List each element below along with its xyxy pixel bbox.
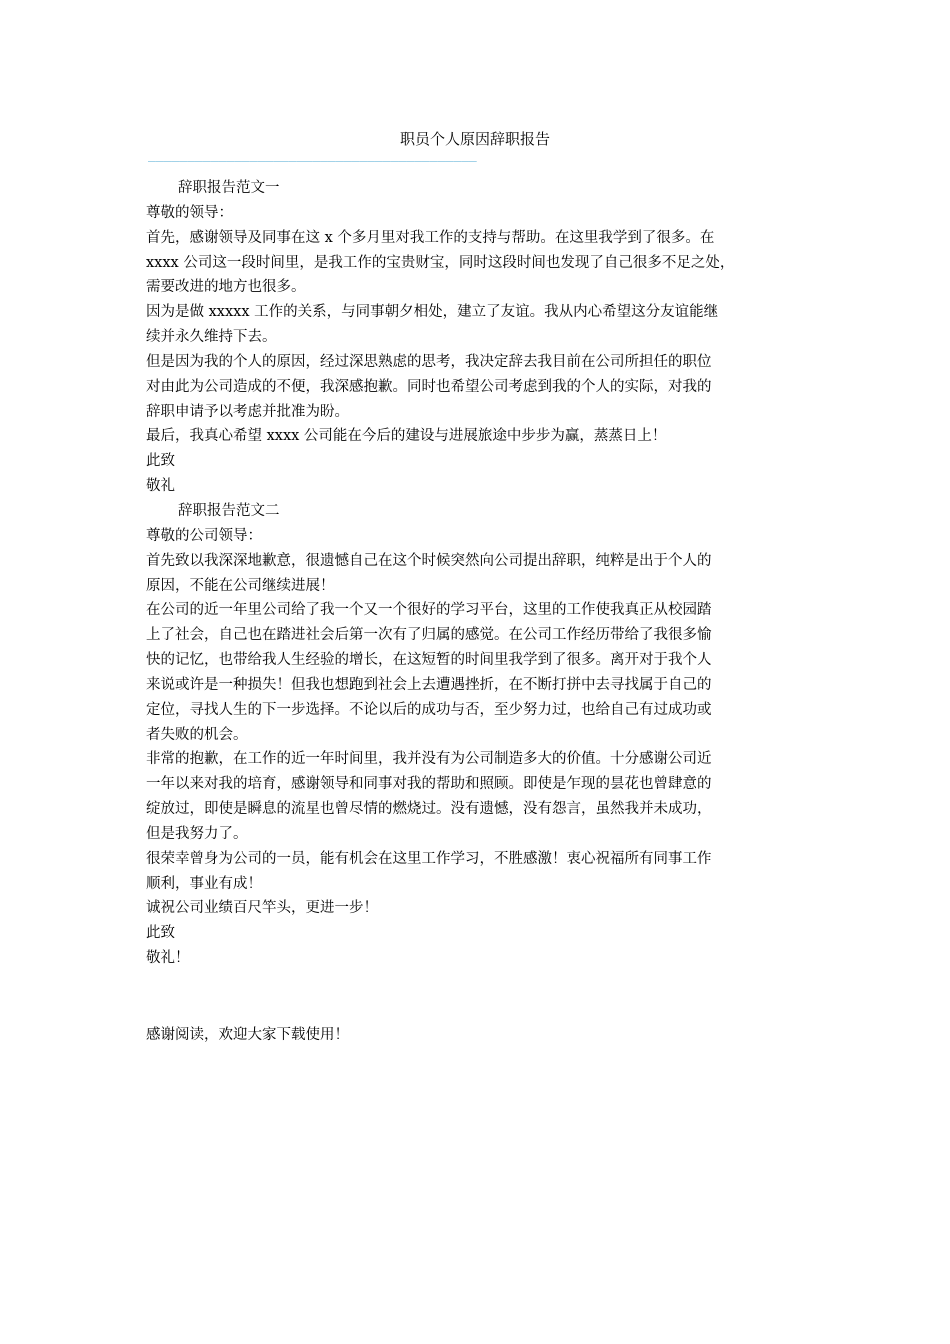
body-line: 非常的抱歉，在工作的近一年时间里，我并没有为公司制造多大的价值。十分感谢公司近 <box>146 751 712 768</box>
body-line: 诚祝公司业绩百尺竿头，更进一步！ <box>146 900 378 917</box>
body-line: 顺利，事业有成！ <box>146 875 262 892</box>
body-line: 续并永久维持下去。 <box>146 329 277 346</box>
body-line: xxxx 公司这一段时间里，是我工作的宝贵财宝，同时这段时间也发现了自己很多不足之处， <box>146 254 735 271</box>
body-line: 对由此为公司造成的不便，我深感抱歉。同时也希望公司考虑到我的个人的实际，对我的 <box>146 378 712 395</box>
body-line: 首先致以我深深地歉意，很遗憾自己在这个时候突然向公司提出辞职，纯粹是出于个人的 <box>146 552 712 569</box>
body-line: 原因，不能在公司继续进展！ <box>146 577 335 594</box>
body-line: 此致 <box>146 453 175 470</box>
body-line: 在公司的近一年里公司给了我一个又一个很好的学习平台，这里的工作使我真正从校园踏 <box>146 602 712 619</box>
title-divider: —————————————————————————————————————————— <box>148 156 477 168</box>
body-line: 但是我努力了。 <box>146 825 248 842</box>
body-line: 快的记忆，也带给我人生经验的增长，在这短暂的时间里我学到了很多。离开对于我个人 <box>146 652 712 669</box>
body-line: 敬礼！ <box>146 950 190 967</box>
body-line: 因为是做 xxxxx 工作的关系，与同事朝夕相处，建立了友谊。我从内心希望这分友谊能继 <box>146 304 719 321</box>
body-line: 此致 <box>146 925 175 942</box>
document-title: 职员个人原因辞职报告 <box>399 130 550 148</box>
body-line: 一年以来对我的培育，感谢领导和同事对我的帮助和照顾。即使是乍现的昙花也曾肆意的 <box>146 776 712 793</box>
body-line: 很荣幸曾身为公司的一员，能有机会在这里工作学习，不胜感激！衷心祝福所有同事工作 <box>146 850 712 867</box>
body-line: 敬礼 <box>146 478 175 495</box>
body-line: 尊敬的公司领导： <box>146 527 262 544</box>
body-line: 首先，感谢领导及同事在这 x 个多月里对我工作的支持与帮助。在这里我学到了很多。在 <box>146 229 715 246</box>
body-line: 上了社会，自己也在踏进社会后第一次有了归属的感觉。在公司工作经历带给了我很多愉 <box>146 627 712 644</box>
body-line: 来说或许是一种损失！但我也想跑到社会上去遭遇挫折，在不断打拼中去寻找属于自己的 <box>146 676 712 693</box>
document-body <box>146 176 814 971</box>
body-line: 定位，寻找人生的下一步选择。不论以后的成功与否，至少努力过，也给自己有过成功或 <box>146 701 712 718</box>
body-line: 需要改进的地方也很多。 <box>146 279 306 296</box>
body-line: 者失败的机会。 <box>146 726 248 743</box>
body-line: 绽放过，即使是瞬息的流星也曾尽情的燃烧过。没有遗憾，没有怨言，虽然我并未成功， <box>146 801 712 818</box>
body-line: 但是因为我的个人的原因，经过深思熟虑的思考，我决定辞去我目前在公司所担任的职位 <box>146 353 712 370</box>
closing-note: 感谢阅读，欢迎大家下载使用！ <box>146 1027 349 1043</box>
body-line: 辞职申请予以考虑并批准为盼。 <box>146 403 349 420</box>
section-heading: 辞职报告范文一 <box>178 180 280 196</box>
body-line: 尊敬的领导： <box>146 204 233 221</box>
section-heading: 辞职报告范文二 <box>178 502 280 519</box>
body-line: 最后，我真心希望 xxxx 公司能在今后的建设与进展旅途中步步为赢，蒸蒸日上！ <box>146 428 667 445</box>
